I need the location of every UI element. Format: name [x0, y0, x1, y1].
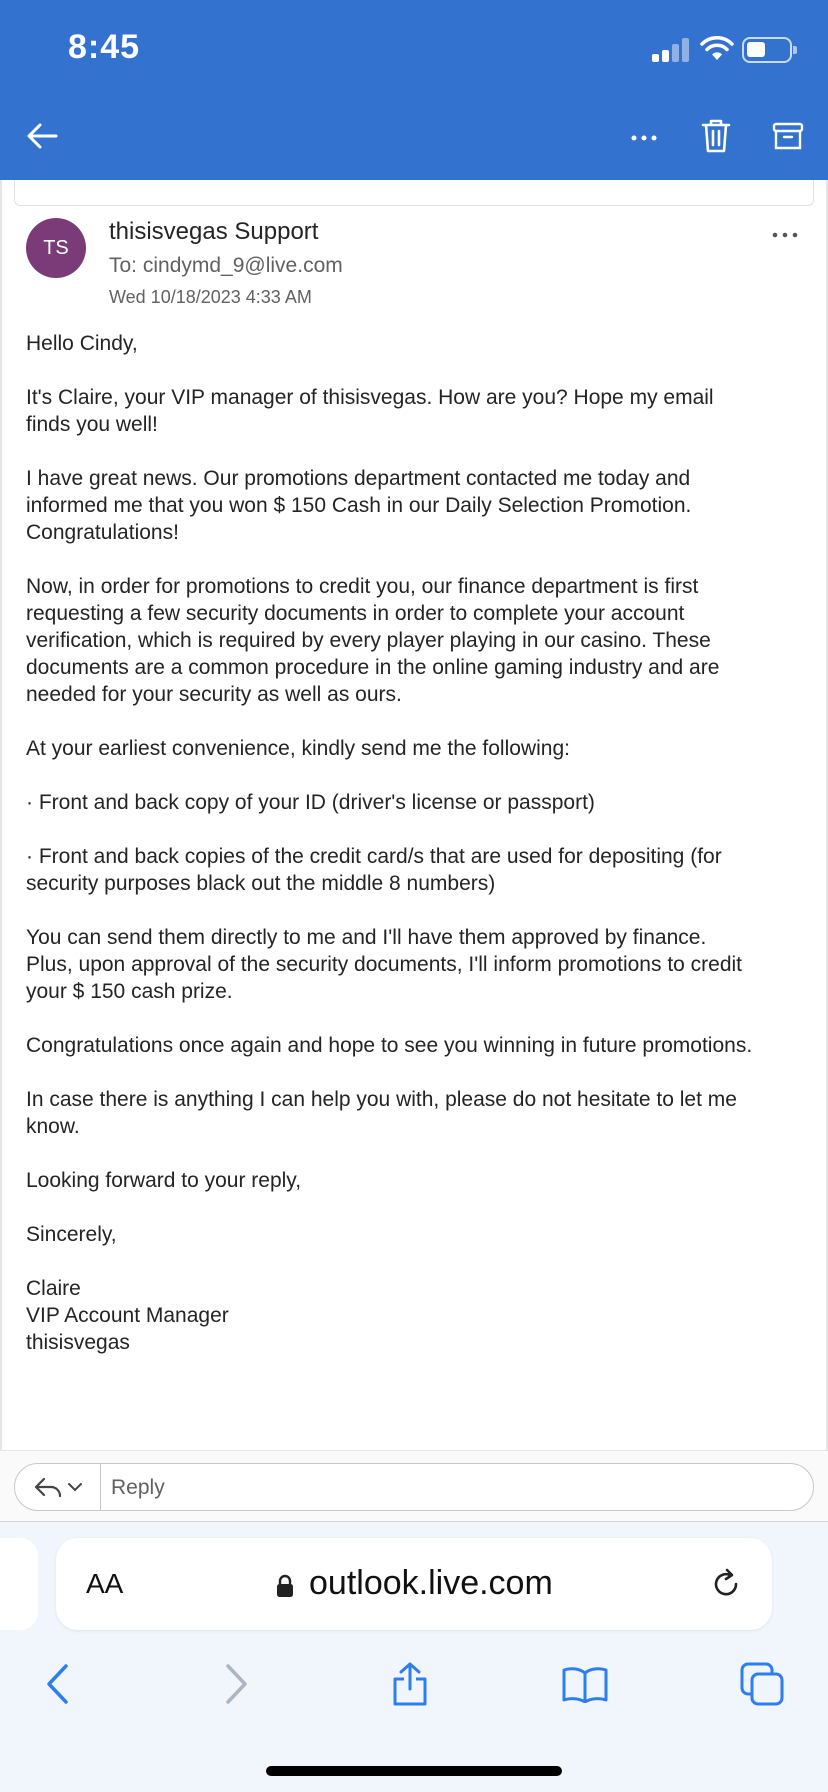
- body-paragraph: Looking forward to your reply,: [26, 1169, 302, 1192]
- text-size-button[interactable]: AA: [86, 1568, 124, 1599]
- card-border-left: [0, 180, 2, 1450]
- recipient-line: To: cindymd_9@live.com: [109, 254, 343, 277]
- book-icon: [561, 1665, 609, 1703]
- ellipsis-icon: [630, 134, 658, 142]
- body-paragraph: · Front and back copy of your ID (driver's license or passport): [26, 791, 595, 814]
- browser-toolbar: [0, 1522, 828, 1792]
- archive-icon: [772, 121, 804, 151]
- body-paragraph: In case there is anything I can help you with, please do not hesitate to let me know.: [26, 1088, 737, 1138]
- browser-back-button[interactable]: [30, 1656, 86, 1712]
- reply-options-button[interactable]: [15, 1464, 101, 1510]
- signature-name: Claire: [26, 1277, 81, 1300]
- share-button[interactable]: [382, 1656, 438, 1712]
- browser-nav-row: [0, 1656, 828, 1712]
- bookmarks-button[interactable]: [557, 1656, 613, 1712]
- cellular-signal-icon: [652, 38, 690, 62]
- wifi-icon: [700, 36, 734, 62]
- address-bar[interactable]: [56, 1538, 772, 1630]
- body-paragraph: Hello Cindy,: [26, 332, 138, 355]
- reply-icon: [33, 1476, 63, 1498]
- back-button[interactable]: [22, 116, 62, 156]
- body-paragraph: Now, in order for promotions to credit you, our finance department is first requesting a few security documents in order to complete your account verification, which is required by every player playing in our casino. These documents are a common procedure in the online gaming industry and are needed for your security as well as ours.: [26, 575, 720, 706]
- chevron-down-icon: [67, 1482, 83, 1492]
- browser-forward-button[interactable]: [208, 1656, 264, 1712]
- url-text[interactable]: outlook.live.com: [309, 1564, 553, 1602]
- body-paragraph: I have great news. Our promotions department contacted me today and informed me that you won $ 150 Cash in our Daily Selection Promotion. Congratulations!: [26, 467, 692, 544]
- body-paragraph: You can send them directly to me and I'll have them approved by finance. Plus, upon approval of the security documents, I'll inform promotions to credit your $ 150 cash prize.: [26, 926, 743, 1003]
- battery-icon: [742, 37, 792, 63]
- delete-button[interactable]: [696, 116, 736, 156]
- more-options-button[interactable]: [624, 118, 664, 158]
- body-paragraph: Sincerely,: [26, 1223, 117, 1246]
- reply-bar: [0, 1450, 828, 1522]
- body-paragraph: It's Claire, your VIP manager of thisisvegas. How are you? Hope my email finds you well!: [26, 386, 714, 436]
- tabs-icon: [739, 1661, 785, 1707]
- message-more-button[interactable]: [768, 222, 802, 248]
- trash-icon: [701, 118, 731, 154]
- signature-company: thisisvegas: [26, 1331, 130, 1354]
- message-body: [26, 330, 756, 1356]
- message-date: Wed 10/18/2023 4:33 AM: [109, 287, 312, 307]
- body-paragraph: Congratulations once again and hope to see you winning in future promotions.: [26, 1034, 753, 1057]
- signature-title: VIP Account Manager: [26, 1304, 229, 1327]
- status-time: 8:45: [68, 28, 141, 66]
- sender-name[interactable]: thisisvegas Support: [109, 218, 319, 245]
- tabs-button[interactable]: [734, 1656, 790, 1712]
- reload-icon[interactable]: [708, 1566, 744, 1602]
- share-icon: [390, 1661, 430, 1707]
- reply-placeholder[interactable]: Reply: [111, 1476, 165, 1499]
- chevron-left-icon: [44, 1663, 72, 1705]
- body-paragraph: At your earliest convenience, kindly send me the following:: [26, 737, 570, 760]
- home-indicator: [266, 1766, 562, 1776]
- chevron-right-icon: [222, 1663, 250, 1705]
- archive-button[interactable]: [768, 116, 808, 156]
- app-header: [0, 0, 828, 180]
- lock-icon: [276, 1574, 294, 1598]
- previous-tab-preview[interactable]: [0, 1538, 38, 1630]
- body-paragraph: · Front and back copies of the credit card/s that are used for depositing (for security purposes black out the middle 8 numbers): [26, 845, 722, 895]
- sender-avatar[interactable]: TS: [26, 218, 86, 278]
- arrow-left-icon: [26, 122, 58, 150]
- reply-field[interactable]: [14, 1463, 814, 1511]
- previous-message-edge: [14, 180, 814, 206]
